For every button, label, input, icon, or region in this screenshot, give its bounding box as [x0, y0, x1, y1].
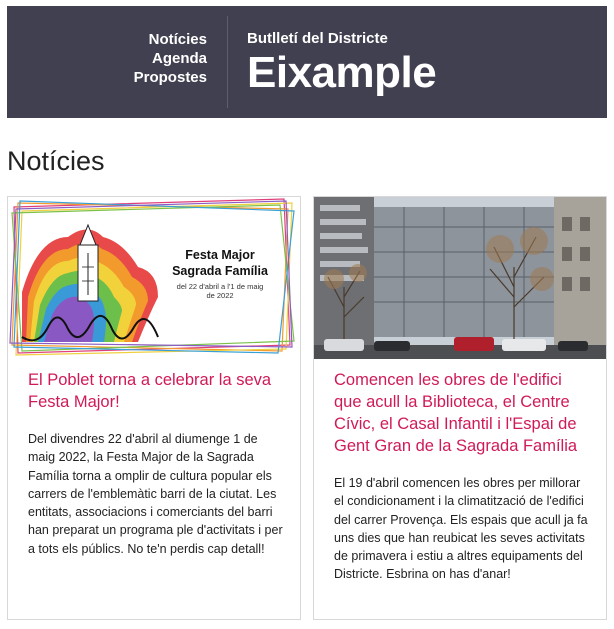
festa-major-poster-image[interactable] [8, 197, 300, 359]
nav-link-noticies[interactable]: Notícies [148, 31, 207, 48]
header-divider [227, 16, 228, 108]
card-title[interactable]: Comencen les obres de l'edifici que acull la Biblioteca, el Centre Cívic, el Casal Infantil i l'Espai de Gent Gran de la Sagrada Família [334, 371, 578, 455]
news-card[interactable] [7, 196, 301, 620]
brand-title: Eixample [247, 48, 437, 97]
section-title: Notícies [7, 146, 105, 176]
poster-date-line1: del 22 d'abril a l'1 de maig [176, 282, 264, 291]
main-nav [7, 30, 207, 87]
poster-heading-line1: Festa Major [185, 248, 255, 262]
card-title[interactable]: El Poblet torna a celebrar la seva Festa Major! [28, 371, 272, 411]
poster-date-line2: de 2022 [206, 291, 234, 300]
library-building-photo[interactable] [314, 197, 606, 359]
brand[interactable] [247, 30, 436, 96]
card-body: El 19 d'abril comencen les obres per millorar el condicionament i la climatització de l'edifici del carrer Provença. Els espais que acull ja fa uns dies que han reubicat les seves activitats de primavera i estiu a altres equipaments del Districte. Esbrina on has d'anar! [334, 476, 588, 582]
nav-link-agenda[interactable]: Agenda [151, 50, 207, 67]
brand-subtitle: Butlletí del Districte [247, 30, 388, 47]
news-card[interactable] [313, 196, 607, 620]
poster-heading-line2: Sagrada Família [172, 264, 268, 278]
nav-link-propostes[interactable]: Propostes [133, 69, 207, 86]
site-header [7, 6, 607, 118]
card-body: Del divendres 22 d'abril al diumenge 1 de maig 2022, la Festa Major de la Sagrada Família torna a omplir de cultura popular els carrers de l'emblemàtic barri de la ciutat. Les entitats, associacions i comerciants del barri han preparat un programa ple d'activitats i per a tots els públics. No te'n perdis cap detall! [28, 432, 283, 556]
